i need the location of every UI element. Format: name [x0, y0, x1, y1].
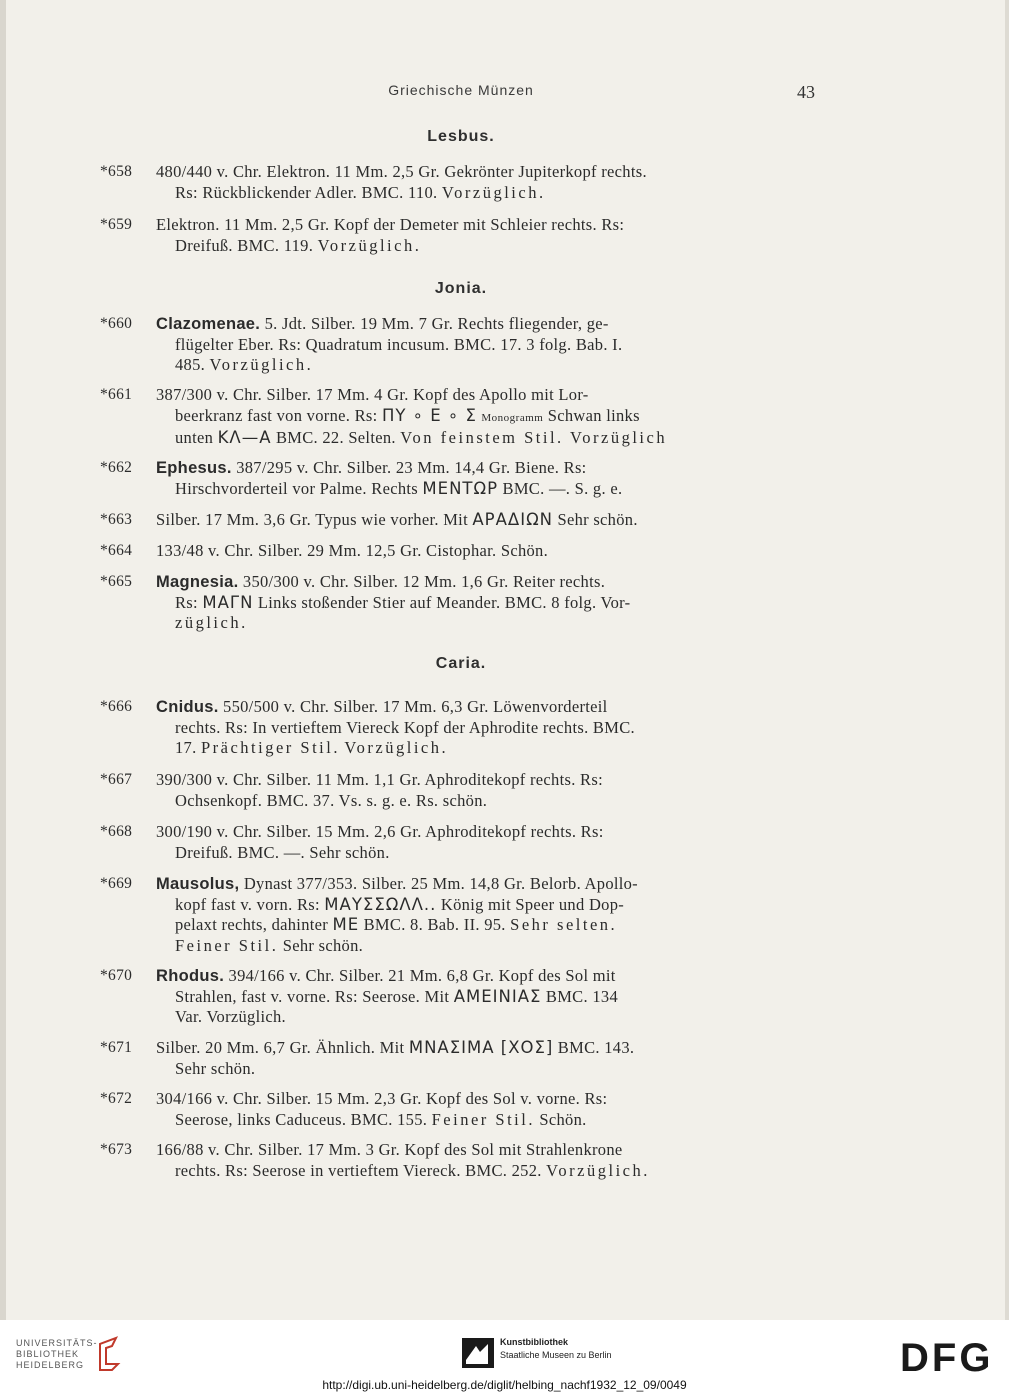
- page-number: 43: [797, 82, 815, 102]
- grade: Vorzüglich.: [209, 355, 314, 374]
- catalog-entry-665: [100, 572, 822, 634]
- entry-line: Dreifuß. BMC. 119.: [175, 235, 314, 255]
- entry-line: Links stoßender Stier auf Meander. BMC. 8 folg. Vor-: [257, 592, 631, 612]
- catalog-entry-664: [100, 541, 822, 562]
- greek-monogram: ΜΕ: [332, 915, 360, 934]
- catalog-entry-672: [100, 1089, 822, 1130]
- entry-line: 350/300 v. Chr. Silber. 12 Mm. 1,6 Gr. Reiter rechts.: [238, 572, 606, 591]
- entry-number: *660: [100, 315, 133, 332]
- university-emblem-icon: [96, 1334, 122, 1379]
- entry-line: Ochsenkopf. BMC. 37. Vs. s. g. e. Rs. schön.: [175, 790, 488, 810]
- entry-number: *658: [100, 163, 133, 180]
- grade: züglich.: [175, 613, 248, 632]
- catalog-entry-662: [100, 458, 822, 499]
- entry-line: Sehr schön.: [557, 510, 638, 529]
- entry-line: 5. Jdt. Silber. 19 Mm. 7 Gr. Rechts fliegender, ge-: [260, 314, 609, 333]
- entry-number: *668: [100, 823, 133, 840]
- entry-line: Schwan links: [547, 405, 640, 425]
- grade: Schön.: [539, 1109, 587, 1129]
- greek-inscription: ΜΑΓΝ: [202, 592, 254, 612]
- catalog-entry-666: [100, 697, 822, 759]
- page-edge-right: [1005, 0, 1009, 1320]
- entry-number: *670: [100, 967, 133, 984]
- greek-inscription: ΜΑΥΣΣΩΛΛ..: [324, 894, 437, 914]
- place-name: Magnesia.: [156, 573, 239, 591]
- entry-line: kopf fast v. vorn. Rs:: [175, 894, 320, 914]
- entry-line: rechts. Rs: In vertieftem Viereck Kopf der Aphrodite rechts. BMC.: [175, 717, 635, 737]
- entry-line: BMC. 143.: [557, 1038, 635, 1057]
- running-title: Griechische Münzen: [388, 82, 534, 98]
- entry-number: *661: [100, 386, 133, 403]
- source-url[interactable]: http://digi.ub.uni-heidelberg.de/diglit/helbing_nachf1932_12_09/0049: [322, 1378, 687, 1392]
- place-name: Ephesus.: [156, 459, 232, 477]
- logo-text-line: HEIDELBERG: [16, 1360, 85, 1370]
- entry-line: beerkranz fast von vorne. Rs:: [175, 405, 378, 425]
- catalog-entry-671: [100, 1038, 822, 1079]
- kb-title: Kunstbibliothek: [500, 1337, 568, 1347]
- entry-line: 300/190 v. Chr. Silber. 15 Mm. 2,6 Gr. Aphroditekopf rechts. Rs:: [156, 822, 604, 841]
- dfg-logo[interactable]: DFG: [900, 1336, 994, 1380]
- entry-line: 166/88 v. Chr. Silber. 17 Mm. 3 Gr. Kopf des Sol mit Strahlenkrone: [156, 1140, 623, 1159]
- greek-inscription: ΚΛ—Α: [217, 428, 272, 447]
- entry-line: 387/295 v. Chr. Silber. 23 Mm. 14,4 Gr. Biene. Rs:: [231, 458, 587, 477]
- catalog-entry-661: [100, 385, 822, 449]
- entry-line: Rs:: [175, 592, 198, 612]
- entry-line: BMC. —. S. g. e.: [502, 478, 623, 498]
- entry-line: 394/166 v. Chr. Silber. 21 Mm. 6,8 Gr. Kopf des Sol mit: [224, 966, 616, 985]
- entry-line: 387/300 v. Chr. Silber. 17 Mm. 4 Gr. Kopf des Apollo mit Lor-: [156, 385, 589, 404]
- kb-subtitle: Staatliche Museen zu Berlin: [500, 1350, 612, 1360]
- entry-number: *669: [100, 875, 133, 892]
- grade: Von feinstem Stil. Vorzüglich: [400, 428, 668, 447]
- grade: Vorzüglich.: [441, 182, 546, 202]
- catalog-entry-670: [100, 966, 822, 1028]
- entry-line: Seerose, links Caduceus. BMC. 155.: [175, 1109, 428, 1129]
- catalog-entry-667: [100, 770, 822, 811]
- entry-line: BMC. 134: [545, 986, 618, 1006]
- entry-line: Dynast 377/353. Silber. 25 Mm. 14,8 Gr. Belorb. Apollo-: [239, 874, 638, 893]
- greek-inscription: ΑΡΑΔΙΩΝ: [472, 510, 554, 529]
- entry-line: Silber. 20 Mm. 6,7 Gr. Ähnlich. Mit: [156, 1038, 405, 1057]
- entry-line: rechts. Rs: Seerose in vertieftem Viereck. BMC. 252.: [175, 1160, 542, 1180]
- place-name: Cnidus.: [156, 698, 219, 716]
- place-name: Clazomenae.: [156, 315, 261, 333]
- greek-inscription: ΜΝΑΣΙΜΑ [ΧΟΣ]: [408, 1038, 554, 1057]
- entry-number: *672: [100, 1090, 133, 1107]
- catalog-entry-673: [100, 1140, 822, 1181]
- entry-line: 17.: [175, 738, 197, 757]
- monogram-label: Monogramm: [481, 411, 544, 424]
- grade: Vorzüglich.: [317, 235, 422, 255]
- entry-number: *664: [100, 542, 133, 559]
- greek-inscription: ΜΕΝΤΩΡ: [422, 478, 499, 498]
- style-note: Prächtiger Stil.: [200, 738, 340, 757]
- grade: Vorzüglich.: [546, 1160, 650, 1180]
- entry-number: *667: [100, 771, 133, 788]
- entry-line: pelaxt rechts, dahinter: [175, 915, 329, 934]
- entry-number: *663: [100, 511, 133, 528]
- section-title-caria: Caria.: [435, 655, 487, 672]
- logo-text-line: BIBLIOTHEK: [16, 1349, 80, 1359]
- entry-number: *659: [100, 216, 133, 233]
- rarity: Sehr selten.: [510, 915, 618, 934]
- entry-line: Var. Vorzüglich.: [175, 1007, 286, 1026]
- entry-number: *662: [100, 459, 133, 476]
- place-name: Mausolus,: [156, 875, 240, 893]
- entry-line: 304/166 v. Chr. Silber. 15 Mm. 2,3 Gr. Kopf des Sol v. vorne. Rs:: [156, 1089, 608, 1108]
- entry-number: *665: [100, 573, 133, 590]
- entry-line: flügelter Eber. Rs: Quadratum incusum. BMC. 17. 3 folg. Bab. I.: [175, 334, 623, 354]
- grade: Vorzüglich.: [344, 738, 449, 757]
- entry-line: Elektron. 11 Mm. 2,5 Gr. Kopf der Demeter mit Schleier rechts. Rs:: [156, 215, 625, 234]
- university-library-logo[interactable]: [16, 1338, 98, 1371]
- entry-line: Rs: Rückblickender Adler. BMC. 110.: [175, 182, 438, 202]
- catalog-entry-668: [100, 822, 822, 863]
- entry-line: Silber. 17 Mm. 3,6 Gr. Typus wie vorher. Mit: [156, 510, 468, 529]
- entry-line: Dreifuß. BMC. —. Sehr schön.: [175, 842, 390, 862]
- place-name: Rhodus.: [156, 967, 225, 985]
- entry-line: unten: [175, 428, 214, 447]
- style-note: Feiner Stil.: [431, 1109, 535, 1129]
- catalog-entry-659: [100, 215, 822, 256]
- entry-line: BMC. 8. Bab. II. 95.: [363, 915, 506, 934]
- entry-number: *666: [100, 698, 133, 715]
- entry-number: *671: [100, 1039, 133, 1056]
- entry-line: König mit Speer und Dop-: [440, 894, 625, 914]
- style-note: Feiner Stil.: [175, 935, 279, 955]
- section-title-jonia: Jonia.: [434, 280, 488, 297]
- logo-text-line: UNIVERSITÄTS-: [16, 1338, 98, 1348]
- catalog-entry-660: [100, 314, 822, 376]
- greek-inscription: ΑΜΕΙΝΙΑΣ: [453, 986, 542, 1006]
- entry-number: *673: [100, 1141, 133, 1158]
- entry-line: 550/500 v. Chr. Silber. 17 Mm. 6,3 Gr. Löwenvorderteil: [218, 697, 608, 716]
- catalog-entry-663: [100, 510, 822, 531]
- kunstbibliothek-emblem-icon: [462, 1338, 494, 1373]
- kunstbibliothek-logo[interactable]: [500, 1336, 612, 1362]
- catalog-entry-669: [100, 874, 822, 956]
- entry-line: Strahlen, fast v. vorne. Rs: Seerose. Mit: [175, 986, 450, 1006]
- grade: Sehr schön.: [282, 935, 364, 955]
- section-title-lesbus: Lesbus.: [427, 128, 495, 145]
- entry-line: 480/440 v. Chr. Elektron. 11 Mm. 2,5 Gr. Gekrönter Jupiterkopf rechts.: [156, 162, 647, 181]
- entry-line: 485.: [175, 355, 206, 374]
- entry-line: Hirschvorderteil vor Palme. Rechts: [175, 478, 418, 498]
- entry-line: 133/48 v. Chr. Silber. 29 Mm. 12,5 Gr. Cistophar. Schön.: [156, 541, 549, 560]
- catalog-entry-658: [100, 162, 822, 203]
- grade: Sehr schön.: [175, 1058, 256, 1078]
- entry-line: BMC. 22. Selten.: [275, 428, 396, 447]
- entry-line: 390/300 v. Chr. Silber. 11 Mm. 1,1 Gr. Aphroditekopf rechts. Rs:: [156, 770, 603, 789]
- greek-inscription: ΠΥ ∘ Ε ∘ Σ: [381, 405, 477, 425]
